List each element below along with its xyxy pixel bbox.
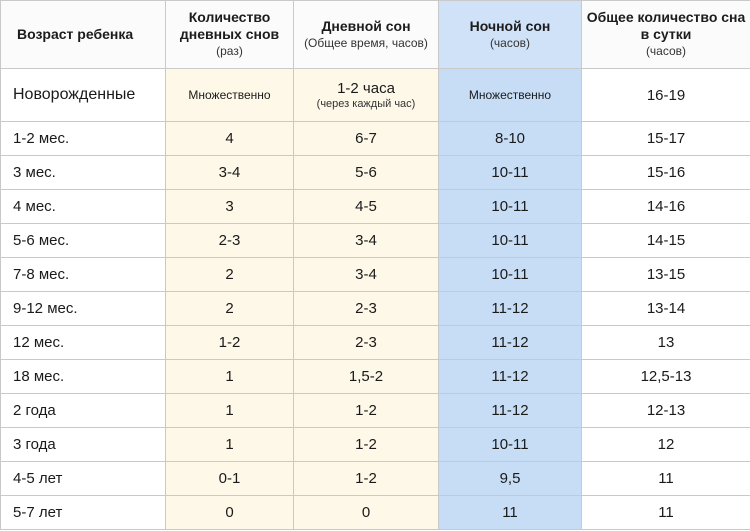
cell-night-sleep: 11-12: [439, 292, 582, 326]
cell-naps: 1-2: [166, 326, 294, 360]
cell-naps: 1: [166, 394, 294, 428]
cell-age: 12 мес.: [1, 326, 166, 360]
cell-day-sleep: 1-2: [294, 428, 439, 462]
cell-naps: 2-3: [166, 224, 294, 258]
table-row: [1, 258, 750, 292]
cell-naps: 0: [166, 496, 294, 530]
table-row: [1, 292, 750, 326]
cell-total-sleep: 12: [582, 428, 750, 462]
cell-naps: 4: [166, 122, 294, 156]
cell-age: 3 мес.: [1, 156, 166, 190]
cell-night-sleep: 11-12: [439, 360, 582, 394]
cell-age: 5-6 мес.: [1, 224, 166, 258]
cell-night-sleep: 9,5: [439, 462, 582, 496]
cell-night-sleep: 11-12: [439, 394, 582, 428]
table-row: [1, 496, 750, 530]
table-row: [1, 326, 750, 360]
cell-age: 9-12 мес.: [1, 292, 166, 326]
header-naps: Количество дневных снов (раз): [166, 1, 294, 69]
cell-naps: 2: [166, 292, 294, 326]
cell-total-sleep: 11: [582, 462, 750, 496]
header-day-sleep: Дневной сон (Общее время, часов): [294, 1, 439, 69]
cell-total-sleep: 15-16: [582, 156, 750, 190]
cell-age: 7-8 мес.: [1, 258, 166, 292]
cell-age: 5-7 лет: [1, 496, 166, 530]
table-row: [1, 462, 750, 496]
cell-naps: Множественно: [166, 69, 294, 122]
cell-day-sleep: 0: [294, 496, 439, 530]
cell-day-sleep: 1-2: [294, 394, 439, 428]
cell-age: 3 года: [1, 428, 166, 462]
table-row: [1, 122, 750, 156]
cell-total-sleep: 13-15: [582, 258, 750, 292]
cell-total-sleep: 12,5-13: [582, 360, 750, 394]
table-row: [1, 190, 750, 224]
cell-age: 4 мес.: [1, 190, 166, 224]
header-row: [1, 1, 750, 69]
cell-night-sleep: 10-11: [439, 258, 582, 292]
table-row: [1, 394, 750, 428]
cell-night-sleep: 11: [439, 496, 582, 530]
cell-naps: 1: [166, 428, 294, 462]
table-row-newborn: [1, 69, 750, 122]
cell-day-sleep: 1,5-2: [294, 360, 439, 394]
table-row: [1, 360, 750, 394]
header-night-sleep: Ночной сон (часов): [439, 1, 582, 69]
cell-total-sleep: 14-16: [582, 190, 750, 224]
cell-night-sleep: 10-11: [439, 190, 582, 224]
cell-age: 2 года: [1, 394, 166, 428]
cell-day-sleep: 6-7: [294, 122, 439, 156]
table-row: [1, 428, 750, 462]
cell-night-sleep: Множественно: [439, 69, 582, 122]
table-row: [1, 156, 750, 190]
cell-age: 4-5 лет: [1, 462, 166, 496]
cell-night-sleep: 10-11: [439, 224, 582, 258]
header-age: Возраст ребенка: [1, 1, 166, 69]
cell-total-sleep: 16-19: [582, 69, 750, 122]
cell-total-sleep: 15-17: [582, 122, 750, 156]
cell-naps: 1: [166, 360, 294, 394]
cell-day-sleep: 1-2 часа (через каждый час): [294, 69, 439, 122]
cell-day-sleep: 2-3: [294, 326, 439, 360]
cell-age: 1-2 мес.: [1, 122, 166, 156]
header-total-sleep: Общее количество сна в сутки (часов): [582, 1, 750, 69]
cell-night-sleep: 11-12: [439, 326, 582, 360]
cell-age: Новорожденные: [1, 69, 166, 122]
cell-total-sleep: 13: [582, 326, 750, 360]
cell-day-sleep: 4-5: [294, 190, 439, 224]
cell-naps: 2: [166, 258, 294, 292]
cell-total-sleep: 11: [582, 496, 750, 530]
cell-naps: 0-1: [166, 462, 294, 496]
cell-night-sleep: 8-10: [439, 122, 582, 156]
cell-total-sleep: 14-15: [582, 224, 750, 258]
cell-naps: 3-4: [166, 156, 294, 190]
table-row: [1, 224, 750, 258]
cell-day-sleep: 2-3: [294, 292, 439, 326]
cell-night-sleep: 10-11: [439, 156, 582, 190]
cell-day-sleep: 3-4: [294, 258, 439, 292]
cell-day-sleep: 1-2: [294, 462, 439, 496]
cell-total-sleep: 13-14: [582, 292, 750, 326]
cell-day-sleep: 5-6: [294, 156, 439, 190]
cell-naps: 3: [166, 190, 294, 224]
cell-total-sleep: 12-13: [582, 394, 750, 428]
cell-day-sleep: 3-4: [294, 224, 439, 258]
cell-age: 18 мес.: [1, 360, 166, 394]
cell-night-sleep: 10-11: [439, 428, 582, 462]
